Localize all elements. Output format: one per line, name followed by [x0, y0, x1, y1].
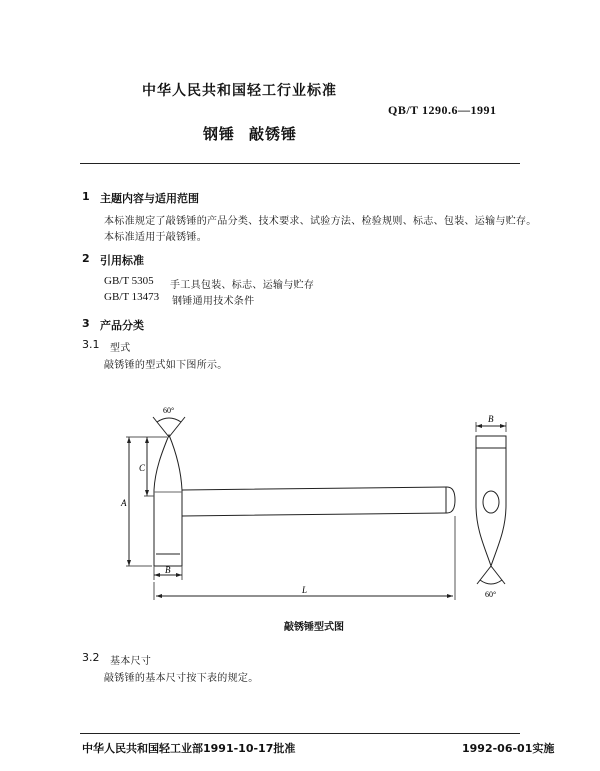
reference-code: GB/T 13473	[104, 291, 160, 303]
arrowhead	[176, 573, 182, 577]
arrowhead	[476, 424, 482, 428]
section-1-heading: 主题内容与适用范围	[100, 192, 199, 205]
document-title-part1: 钢锤	[203, 125, 236, 143]
arrowhead	[154, 573, 160, 577]
section-1-number: 1	[82, 190, 90, 203]
footer-divider	[80, 733, 520, 734]
subsection-3-1-number: 3.1	[82, 338, 100, 351]
arrowhead	[156, 594, 162, 598]
arrowhead	[127, 560, 131, 566]
arrowhead	[127, 437, 131, 443]
arrowhead	[447, 594, 453, 598]
label-angle-bottom: 60°	[485, 590, 497, 599]
section-3-number: 3	[82, 317, 90, 330]
approval-line: 中华人民共和国轻工业部1991-10-17批准	[82, 742, 296, 755]
subsection-3-2-heading: 基本尺寸	[110, 656, 152, 667]
angle-bottom-left-line	[477, 566, 491, 584]
angle-top-arc	[157, 418, 181, 422]
label-angle-top: 60°	[163, 406, 175, 415]
label-dim-l: L	[302, 585, 308, 595]
label-dim-b-side: B	[488, 414, 494, 424]
reference-title: 钢锤通用技术条件	[172, 296, 255, 307]
label-dim-b-front: B	[165, 565, 171, 575]
angle-bottom-arc	[480, 580, 502, 584]
subsection-3-1-text: 敲锈锤的型式如下图所示。	[104, 360, 228, 371]
figure-caption: 敲锈锤型式图	[284, 622, 344, 633]
section-3-heading: 产品分类	[100, 319, 144, 332]
hammer-head-front	[154, 435, 182, 566]
implementation-date: 1992-06-01实施	[462, 742, 555, 755]
arrowhead	[500, 424, 506, 428]
hammer-handle	[182, 487, 455, 516]
arrowhead	[145, 490, 149, 496]
section-1-paragraph-1: 本标准规定了敲锈锤的产品分类、技术要求、试验方法、检验规则、标志、包装、运输与贮存。	[104, 216, 537, 227]
label-dim-c: C	[139, 463, 146, 473]
handle-eye	[483, 491, 499, 513]
hammer-head-side	[476, 436, 506, 566]
section-2-heading: 引用标准	[100, 254, 144, 267]
reference-code: GB/T 5305	[104, 275, 154, 287]
arrowhead	[145, 437, 149, 443]
reference-title: 手工具包装、标志、运输与贮存	[170, 280, 315, 291]
section-1-paragraph-2: 本标准适用于敲锈锤。	[104, 232, 207, 243]
standard-code: QB/T 1290.6—1991	[388, 103, 497, 117]
document-title-part2: 敲锈锤	[249, 125, 298, 143]
subsection-3-1-heading: 型式	[110, 343, 131, 354]
subsection-3-2-number: 3.2	[82, 651, 100, 664]
subsection-3-2-text: 敲锈锤的基本尺寸按下表的规定。	[104, 673, 259, 684]
angle-bottom-right-line	[491, 566, 505, 584]
label-dim-a: A	[121, 498, 127, 508]
section-2-number: 2	[82, 252, 90, 265]
standard-body-title: 中华人民共和国轻工行业标准	[142, 83, 337, 99]
